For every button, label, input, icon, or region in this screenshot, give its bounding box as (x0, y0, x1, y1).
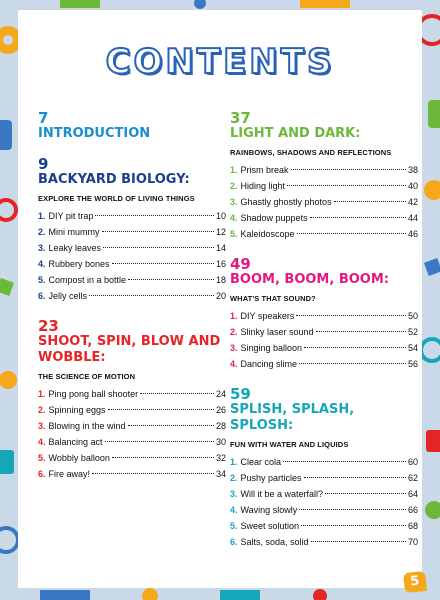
toc-item-page: 14 (215, 243, 226, 253)
contents-column-left (38, 110, 226, 496)
toc-item-list (38, 386, 226, 482)
toc-item-number: 2. (38, 405, 46, 415)
toc-item-page: 70 (407, 537, 418, 547)
toc-item-page: 54 (407, 343, 418, 353)
section-page-number: 49 (230, 255, 251, 273)
toc-section-introduction[interactable] (38, 110, 226, 142)
section-page-number: 23 (38, 317, 59, 335)
toc-item-label: Ghastly ghostly photos (240, 197, 332, 207)
toc-item[interactable] (38, 240, 226, 256)
contents-panel (18, 10, 422, 588)
dot-leader (296, 315, 406, 316)
toc-item-number: 1. (230, 457, 238, 467)
toc-item-page: 10 (215, 211, 226, 221)
toc-item[interactable] (230, 162, 418, 178)
toc-item-label: Rubbery bones (48, 259, 110, 269)
toc-item-list (230, 454, 418, 550)
dot-leader (95, 215, 214, 216)
toc-item-label: Fire away! (48, 469, 91, 479)
toc-item-label: Hiding light (240, 181, 286, 191)
toc-item[interactable] (230, 178, 418, 194)
section-subtitle: RAINBOWS, SHADOWS AND REFLECTIONS (230, 148, 392, 157)
section-title: SHOOT, SPIN, BLOW AND WOBBLE: (38, 334, 221, 365)
toc-item-label: Slinky laser sound (240, 327, 314, 337)
page-number-badge: 5 (403, 571, 427, 593)
toc-item-label: Waving slowly (240, 505, 298, 515)
dot-leader (304, 347, 406, 348)
toc-item[interactable] (38, 288, 226, 304)
toc-item-page: 26 (215, 405, 226, 415)
toc-item-page: 34 (215, 469, 226, 479)
toc-item[interactable] (230, 356, 418, 372)
toc-item-number: 5. (38, 453, 46, 463)
toc-item-label: Mini mummy (48, 227, 100, 237)
toc-item-number: 2. (38, 227, 46, 237)
toc-item-label: Kaleidoscope (240, 229, 295, 239)
toc-item-page: 56 (407, 359, 418, 369)
dot-leader (299, 509, 406, 510)
toc-item-number: 4. (38, 437, 46, 447)
toc-item[interactable] (230, 518, 418, 534)
toc-item-number: 2. (230, 327, 238, 337)
toc-item-label: Prism break (240, 165, 289, 175)
toc-item-label: Wobbly balloon (48, 453, 110, 463)
toc-item-label: Balancing act (48, 437, 103, 447)
toc-item-page: 44 (407, 213, 418, 223)
toc-item-page: 66 (407, 505, 418, 515)
dot-leader (287, 185, 406, 186)
dot-leader (325, 493, 406, 494)
dot-leader (311, 541, 406, 542)
section-subtitle: THE SCIENCE OF MOTION (38, 372, 136, 381)
dot-leader (297, 233, 406, 234)
toc-item-page: 62 (407, 473, 418, 483)
toc-item[interactable] (38, 418, 226, 434)
toc-item-label: Ping pong ball shooter (48, 389, 139, 399)
section-title: SPLISH, SPLASH, SPLOSH: (230, 402, 355, 433)
toc-item-label: DIY speakers (240, 311, 295, 321)
toc-item-label: Will it be a waterfall? (240, 489, 324, 499)
toc-item-number: 4. (230, 359, 238, 369)
toc-item[interactable] (38, 224, 226, 240)
toc-item-page: 30 (215, 437, 226, 447)
toc-item-label: DIY pit trap (48, 211, 94, 221)
toc-item-label: Clear cola (240, 457, 282, 467)
toc-item-number: 1. (38, 389, 46, 399)
toc-item-label: Leaky leaves (48, 243, 102, 253)
toc-item-page: 50 (407, 311, 418, 321)
toc-item-list (230, 162, 418, 242)
toc-item-page: 40 (407, 181, 418, 191)
section-title: LIGHT AND DARK: (230, 126, 361, 141)
toc-item[interactable] (230, 486, 418, 502)
toc-item-number: 4. (230, 213, 238, 223)
dot-leader (301, 525, 406, 526)
toc-item-page: 68 (407, 521, 418, 531)
toc-item-page: 24 (215, 389, 226, 399)
toc-item[interactable] (230, 226, 418, 242)
toc-item[interactable] (38, 434, 226, 450)
toc-item-number: 6. (38, 469, 46, 479)
toc-item-number: 1. (230, 165, 238, 175)
toc-item-number: 1. (230, 311, 238, 321)
section-subtitle: WHAT'S THAT SOUND? (230, 294, 316, 303)
toc-item-number: 5. (38, 275, 46, 285)
section-page-number: 7 (38, 109, 49, 127)
toc-item-page: 12 (215, 227, 226, 237)
toc-item[interactable] (230, 470, 418, 486)
dot-leader (316, 331, 406, 332)
contents-column-right (230, 110, 418, 564)
toc-item-page: 60 (407, 457, 418, 467)
dot-leader (334, 201, 406, 202)
toc-item-label: Shadow puppets (240, 213, 308, 223)
toc-item-label: Spinning eggs (48, 405, 106, 415)
toc-item-label: Compost in a bottle (48, 275, 127, 285)
toc-section-backyard-biology (38, 156, 226, 304)
toc-item-page: 32 (215, 453, 226, 463)
section-title: BACKYARD BIOLOGY: (38, 172, 190, 187)
toc-item-label: Pushy particles (240, 473, 302, 483)
dot-leader (112, 457, 214, 458)
toc-item-number: 4. (38, 259, 46, 269)
toc-item-page: 20 (215, 291, 226, 301)
toc-item-number: 6. (38, 291, 46, 301)
toc-item-number: 5. (230, 229, 238, 239)
toc-section-light-and-dark (230, 110, 418, 242)
section-page-number: 59 (230, 385, 251, 403)
toc-item-number: 3. (230, 343, 238, 353)
toc-item-page: 46 (407, 229, 418, 239)
toc-item-label: Blowing in the wind (48, 421, 126, 431)
toc-item-list (38, 208, 226, 304)
toc-item[interactable] (38, 402, 226, 418)
toc-item[interactable] (230, 194, 418, 210)
dot-leader (108, 409, 214, 410)
section-title: BOOM, BOOM, BOOM: (230, 272, 389, 287)
dot-leader (310, 217, 406, 218)
section-subtitle: FUN WITH WATER AND LIQUIDS (230, 440, 349, 449)
toc-item-label: Salts, soda, solid (240, 537, 309, 547)
dot-leader (299, 363, 406, 364)
dot-leader (102, 231, 214, 232)
toc-item-page: 18 (215, 275, 226, 285)
dot-leader (304, 477, 406, 478)
dot-leader (291, 169, 406, 170)
toc-item[interactable] (230, 308, 418, 324)
dot-leader (103, 247, 214, 248)
section-subtitle: EXPLORE THE WORLD OF LIVING THINGS (38, 194, 195, 203)
toc-item[interactable] (38, 256, 226, 272)
toc-item-number: 3. (38, 243, 46, 253)
toc-section-splish-splash (230, 386, 418, 550)
toc-item-number: 2. (230, 181, 238, 191)
toc-item-page: 38 (407, 165, 418, 175)
toc-item[interactable] (38, 386, 226, 402)
toc-item-number: 3. (230, 489, 238, 499)
toc-item[interactable] (230, 324, 418, 340)
toc-item[interactable] (38, 272, 226, 288)
dot-leader (89, 295, 214, 296)
toc-item-number: 4. (230, 505, 238, 515)
dot-leader (105, 441, 214, 442)
toc-item-label: Jelly cells (48, 291, 88, 301)
toc-item[interactable] (38, 466, 226, 482)
dot-leader (128, 279, 214, 280)
toc-item[interactable] (38, 208, 226, 224)
toc-item-page: 42 (407, 197, 418, 207)
dot-leader (128, 425, 214, 426)
page-title: CONTENTS (105, 42, 335, 82)
dot-leader (112, 263, 214, 264)
toc-item-number: 6. (230, 537, 238, 547)
toc-section-shoot-spin (38, 318, 226, 482)
toc-item[interactable] (230, 454, 418, 470)
toc-item[interactable] (230, 210, 418, 226)
toc-item-label: Sweet solution (240, 521, 300, 531)
toc-item-label: Dancing slime (240, 359, 298, 369)
toc-section-boom (230, 256, 418, 372)
toc-item-number: 1. (38, 211, 46, 221)
toc-item-page: 52 (407, 327, 418, 337)
dot-leader (92, 473, 214, 474)
toc-item-label: Singing balloon (240, 343, 303, 353)
toc-item-number: 3. (230, 197, 238, 207)
toc-item[interactable] (230, 534, 418, 550)
toc-item-number: 2. (230, 473, 238, 483)
dot-leader (283, 461, 406, 462)
toc-item-list (230, 308, 418, 372)
section-page-number: 9 (38, 155, 49, 173)
toc-item[interactable] (230, 340, 418, 356)
section-page-number: 37 (230, 109, 251, 127)
toc-item-page: 28 (215, 421, 226, 431)
toc-item-number: 5. (230, 521, 238, 531)
toc-item-page: 64 (407, 489, 418, 499)
toc-item[interactable] (38, 450, 226, 466)
toc-item-page: 16 (215, 259, 226, 269)
section-title: INTRODUCTION (38, 126, 151, 141)
toc-item-number: 3. (38, 421, 46, 431)
toc-item[interactable] (230, 502, 418, 518)
dot-leader (140, 393, 214, 394)
